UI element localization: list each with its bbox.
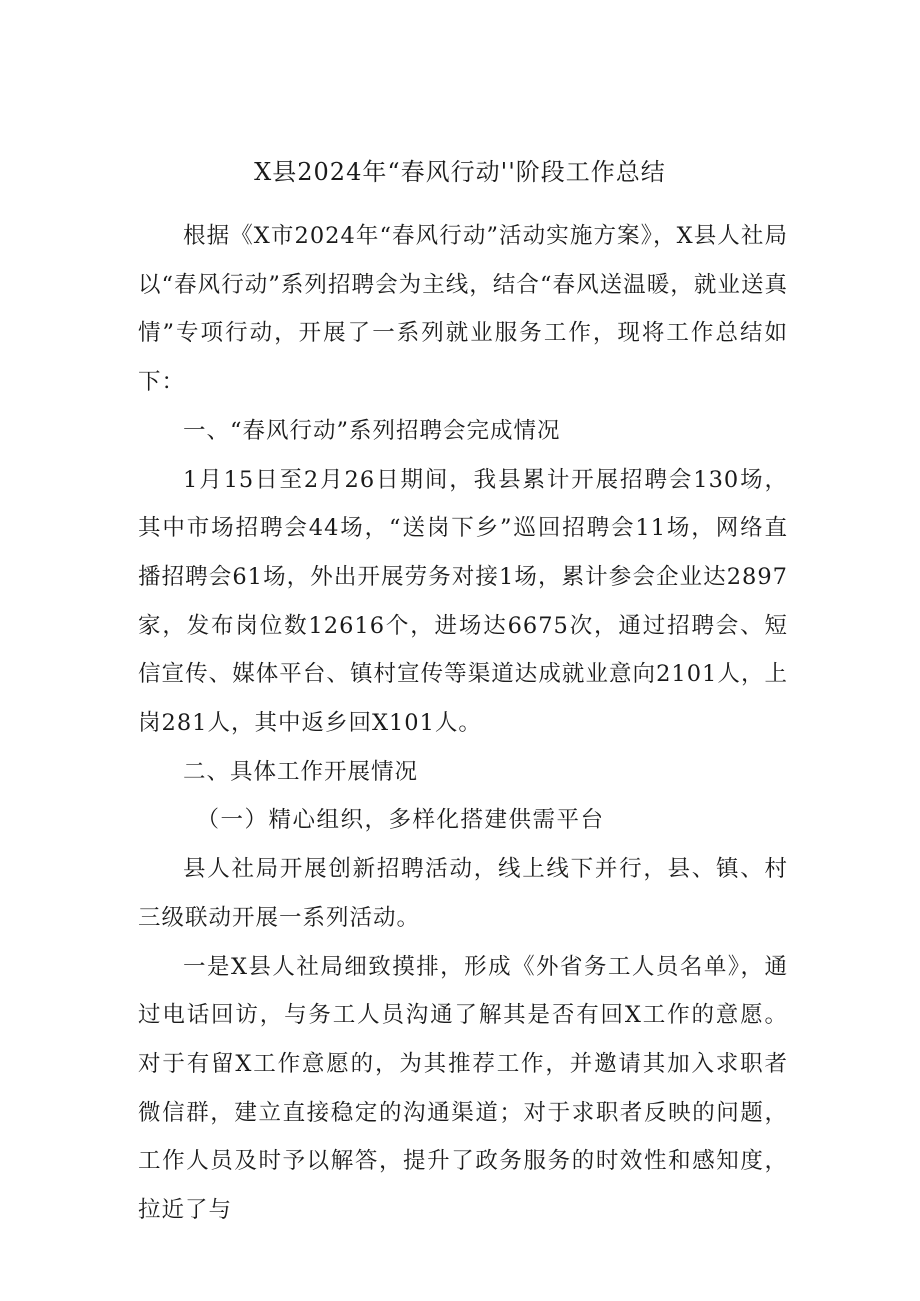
section-heading-1: 一、“春风行动”系列招聘会完成情况 <box>183 417 561 444</box>
intro-paragraph: 根据《X市2024年“春风行动”活动实施方案》，X县人社局以“春风行动”系列招聘会为主线，结合“春风送温暖，就业送真情”专项行动，开展了一系列就业服务工作，现将工作总结如下： <box>138 223 788 396</box>
recruitment-summary-paragraph: 1月15日至2月26日期间，我县累计开展招聘会130场，其中市场招聘会44场，“送岗下乡”巡回招聘会11场，网络直播招聘会61场，外出开展劳务对接1场，累计参会企业达2897家，发布岗位数12616个，进场达6675次，通过招聘会、短信宣传、媒体平台、镇村宣传等渠道达成就业意向2101人，上岗281人，其中返乡回X101人。 <box>138 466 788 737</box>
subsection-intro-paragraph: 县人社局开展创新招聘活动，线上线下并行，县、镇、村三级联动开展一系列活动。 <box>138 856 788 931</box>
first-measure-paragraph: 一是X县人社局细致摸排，形成《外省务工人员名单》，通过电话回访，与务工人员沟通了解其是否有回X工作的意愿。对于有留X工作意愿的，为其推荐工作，并邀请其加入求职者微信群，建立直接稳定的沟通渠道；对于求职者反映的问题，工作人员及时予以解答，提升了政务服务的时效性和感知度，拉近了与 <box>138 953 788 1224</box>
section-heading-2: 二、具体工作开展情况 <box>183 758 419 785</box>
document-title: X县2024年“春风行动''阶段工作总结 <box>254 158 666 186</box>
subsection-heading-1: （一）精心组织，多样化搭建供需平台 <box>196 807 605 834</box>
document-body <box>138 212 788 1235</box>
